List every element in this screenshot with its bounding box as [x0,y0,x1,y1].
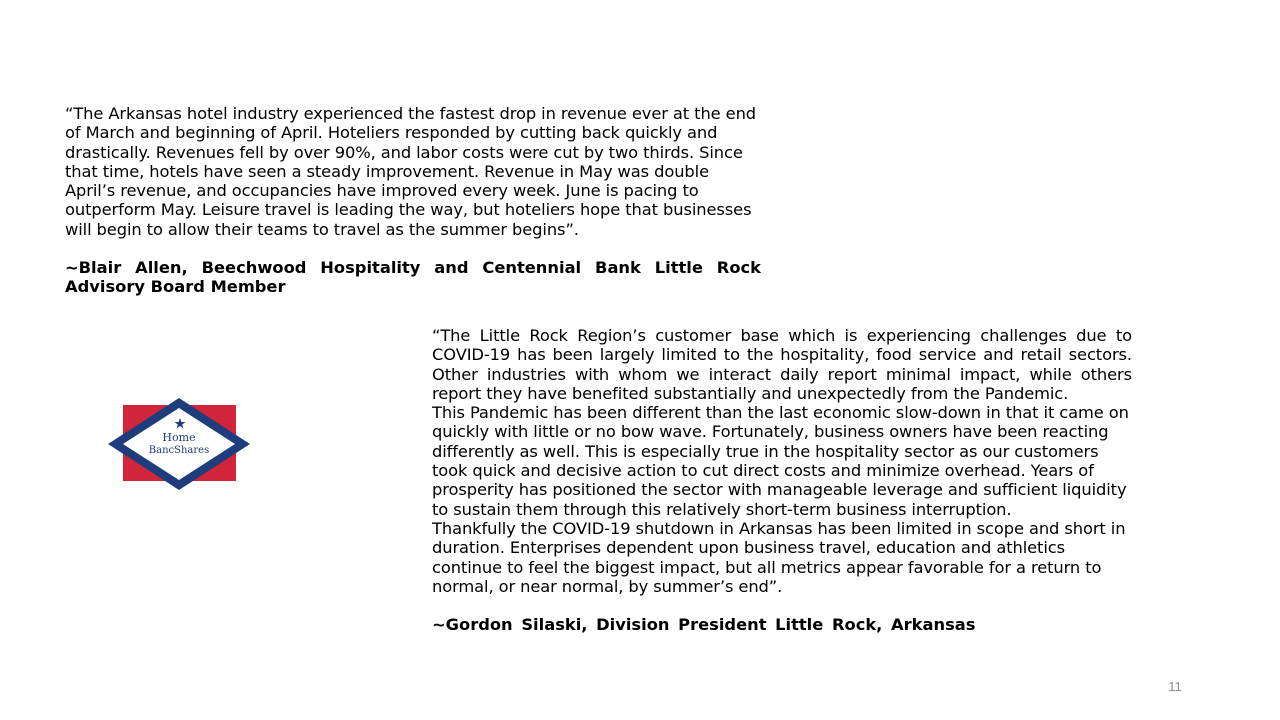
home-bancshares-logo [104,396,254,492]
logo-line2: BancShares [148,445,210,456]
quote-paragraph: Thankfully the COVID-19 shutdown in Arkansas has been limited in scope and short in duration. Enterprises dependent upon business travel, education and athletics continue to feel the biggest impact, but all metrics appear favorable for a return to normal, or near normal, by summer’s end”. [432,518,1126,596]
quote-text: “The Arkansas hotel industry experienced the fastest drop in revenue ever at the end of March and beginning of April. Hoteliers responded by cutting back quickly and drastically. Revenues fell by over 90%, and labor costs were cut by two thirds. Since that time, hotels have seen a steady improvement. Revenue in May was double April’s revenue, and occupancies have improved every week. June is pacing to outperform May. Leisure travel is leading the way, but hoteliers hope that businesses will begin to allow their teams to travel as the summer begins”. [65,104,757,239]
logo-line1: Home [162,431,196,444]
quote-attribution: ~Blair Allen, Beechwood Hospitality and Centennial Bank Little Rock Advisory Board Member [65,258,761,297]
page-number: 11 [1168,679,1182,694]
gordon-silaski-quote [432,326,1132,634]
quote-attribution: ~Gordon Silaski, Division President Little Rock, Arkansas [432,615,976,635]
quote-paragraph: “The Little Rock Region’s customer base which is experiencing challenges due to COVID-19 has been largely limited to the hospitality, food service and retail sectors. Other industries with whom we interact daily report minimal impact, while others report they have benefited substantially and unexpectedly from the Pandemic. [432,326,1132,403]
quote-paragraph: This Pandemic has been different than the last economic slow-down in that it came on quickly with little or no bow wave. Fortunately, business owners have been reacting differently as well. This is especially true in the hospitality sector as our customers took quick and decisive action to cut direct costs and minimize overhead. Years of prosperity has positioned the sector with manageable leverage and sufficient liquidity to sustain them through this relatively short-term business interruption. [432,403,1129,519]
blair-allen-quote [65,104,761,297]
